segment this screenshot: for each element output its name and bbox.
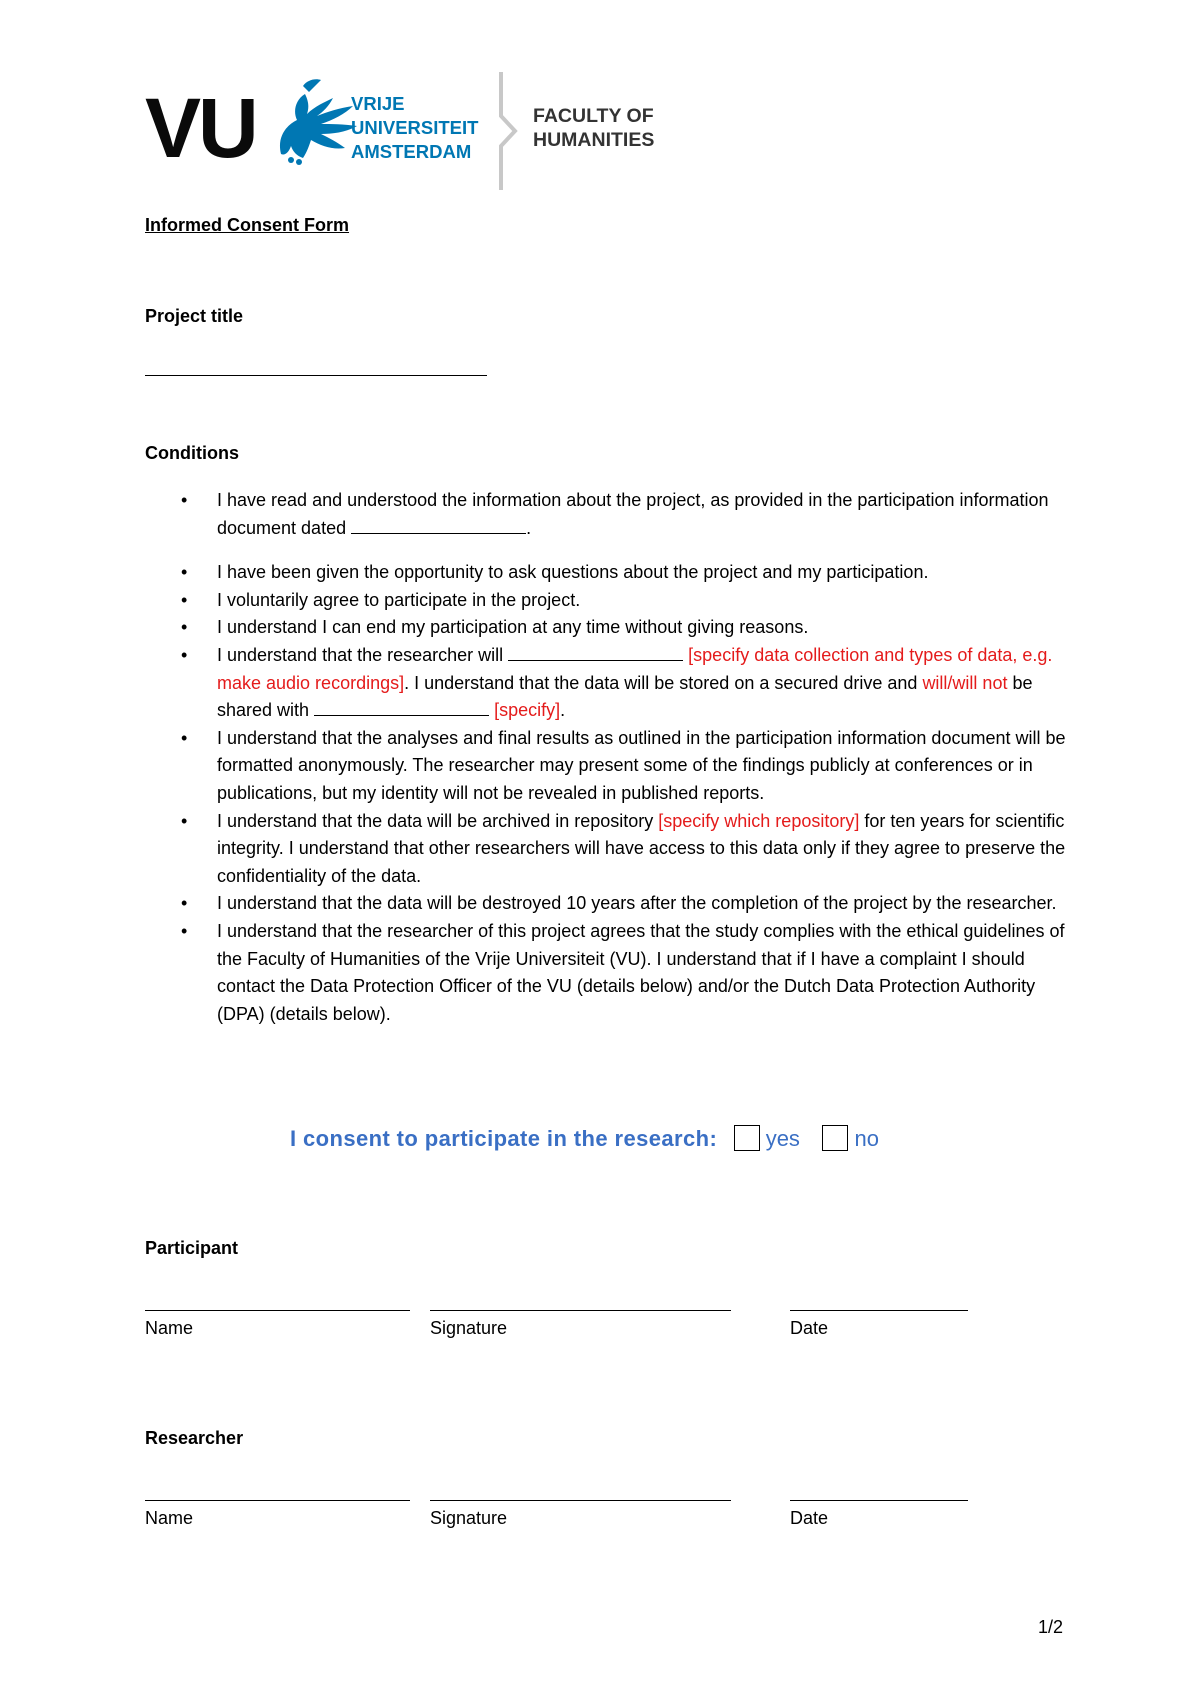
condition-text: I understand that the analyses and final results as outlined in the participation information document will be formatted anonymously. The researcher may present some of the findings publicly at conferences or in publications, but my identity will not be revealed in published reports. (217, 727, 1066, 803)
researcher-date-label: Date (790, 1508, 829, 1528)
condition-item (145, 918, 1085, 1028)
researcher-date-field[interactable] (790, 1500, 968, 1501)
condition-text: . (560, 700, 566, 721)
placeholder-instruction: [specify] (494, 700, 561, 721)
researcher-signature-label: Signature (430, 1508, 508, 1528)
condition-text: be shared with (217, 672, 1033, 721)
condition-text: . (526, 517, 532, 538)
condition-item (145, 487, 1085, 542)
condition-text: I have read and understood the information about the project, as provided in the participation information document dated (217, 490, 1049, 538)
condition-text: I understand that the data will be archived in repository (217, 810, 659, 831)
condition-text: I understand that the researcher will (217, 644, 509, 665)
consent-question: I consent to participate in the research: (290, 1126, 718, 1151)
participant-signature-field[interactable] (430, 1310, 731, 1311)
placeholder-instruction: will/will not (922, 672, 1008, 693)
condition-text: . I understand that the data will be stored on a secured drive and (404, 672, 923, 693)
faculty-name (533, 104, 654, 152)
consent-yes-checkbox[interactable] (734, 1125, 760, 1151)
university-line: VRIJE (351, 93, 405, 114)
condition-text: I have been given the opportunity to ask questions about the project and my participation. (217, 562, 929, 583)
condition-text: for ten years for scientific integrity. I understand that other researchers will have access to this data only if they agree to preserve the confidentiality of the data. (217, 810, 1066, 886)
researcher-signature-field[interactable] (430, 1500, 731, 1501)
consent-no-label: no (854, 1126, 879, 1151)
conditions-heading: Conditions (145, 443, 239, 463)
condition-item (145, 890, 1085, 918)
project-title-field[interactable] (145, 375, 487, 376)
condition-item (145, 808, 1085, 891)
participant-heading: Participant (145, 1238, 239, 1258)
project-title-label: Project title (145, 306, 244, 326)
faculty-line: FACULTY OF (533, 105, 654, 127)
chevron-divider-icon (497, 72, 523, 190)
consent-no-checkbox[interactable] (822, 1125, 848, 1151)
researcher-name-label: Name (145, 1508, 194, 1528)
fill-in-blank[interactable] (314, 697, 489, 716)
condition-text: I understand I can end my participation at any time without giving reasons. (217, 617, 809, 638)
participant-date-label: Date (790, 1318, 829, 1338)
consent-yes-label: yes (765, 1126, 800, 1151)
placeholder-instruction: [specify which repository] (658, 810, 860, 831)
fill-in-blank[interactable] (351, 515, 526, 534)
condition-text: I voluntarily agree to participate in the project. (217, 589, 581, 610)
fill-in-blank[interactable] (508, 642, 683, 661)
researcher-name-field[interactable] (145, 1500, 410, 1501)
vu-logo-mark: VU (145, 81, 256, 175)
condition-item (145, 642, 1085, 725)
condition-text: I understand that the data will be destroyed 10 years after the completion of the project by the researcher. (217, 893, 1057, 914)
condition-item (145, 587, 1085, 615)
participant-date-field[interactable] (790, 1310, 968, 1311)
participant-name-label: Name (145, 1318, 194, 1338)
university-line: AMSTERDAM (351, 141, 472, 162)
form-title: Informed Consent Form (145, 215, 350, 235)
condition-text: I understand that the researcher of this project agrees that the study complies with the ethical guidelines of the Faculty of Humanities of the Vrije Universiteit (VU). I understand that if I have a complaint I should contact the Data Protection Officer of the VU (details below) and/or the Dutch Data Protection Authority (DPA) (details below). (217, 920, 1065, 1024)
conditions-list (145, 487, 1085, 1028)
condition-item (145, 725, 1085, 808)
consent-question-row (290, 1125, 879, 1152)
university-line: UNIVERSITEIT (351, 117, 479, 138)
placeholder-instruction: [specify data collection and types of data, e.g. make audio recordings] (217, 644, 1053, 693)
researcher-heading: Researcher (145, 1428, 244, 1448)
griffin-icon (263, 76, 363, 166)
participant-signature-label: Signature (430, 1318, 508, 1338)
participant-name-field[interactable] (145, 1310, 410, 1311)
condition-item (145, 614, 1085, 642)
page-number: 1/2 (1038, 1617, 1064, 1637)
faculty-line: HUMANITIES (533, 129, 655, 151)
condition-item (145, 559, 1085, 587)
university-name (351, 92, 478, 164)
vu-logo (145, 72, 665, 197)
